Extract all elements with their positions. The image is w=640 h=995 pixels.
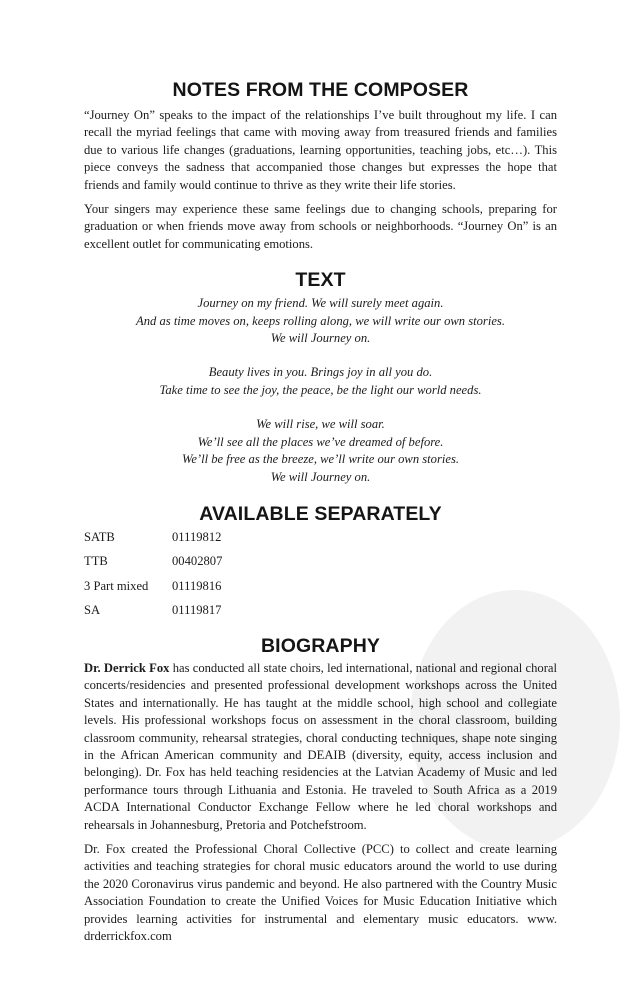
notes-paragraph-1: “Journey On” speaks to the impact of the relationships I’ve built throughout my life. I can recall the myriad feelings that came with moving away from treasured friends and families due to various life changes (graduations, learning opportunities, teaching jobs, etc…). This piece conveys the sadness that accompanied those changes but expresses the hope that friends and family would continue to thrive as they write their life stories. (84, 108, 557, 192)
biography-heading: BIOGRAPHY (261, 634, 380, 657)
voicing: SATB (84, 529, 115, 544)
lyrics-stanza-1 (84, 295, 557, 347)
lyric-line: And as time moves on, keeps rolling along, we will write our own stories. (136, 313, 505, 328)
table-row (84, 554, 222, 579)
text-heading: TEXT (295, 269, 346, 292)
lyric-line: We will rise, we will soar. (256, 417, 385, 432)
product-code: 01119817 (172, 603, 222, 618)
product-code: 01119812 (172, 529, 222, 544)
lyric-line: Beauty lives in you. Brings joy in all you do. (208, 365, 433, 380)
voicing: 3 Part mixed (84, 578, 149, 593)
voicing: SA (84, 603, 101, 618)
lyric-line: We’ll be free as the breeze, we’ll write our own stories. (181, 452, 460, 467)
table-row (84, 530, 222, 555)
lyric-line: Take time to see the joy, the peace, be the light our world needs. (159, 382, 482, 397)
notes-paragraph-2: Your singers may experience these same feelings due to changing schools, preparing for graduation or when friends move away from schools or neighborhoods. “Journey On” is an excellent outlet for communicating emotions. (84, 202, 557, 251)
product-code: 00402807 (172, 554, 223, 569)
lyrics-stanza-2 (84, 364, 557, 399)
lyric-line: We will Journey on. (270, 469, 371, 484)
notes-heading: NOTES FROM THE COMPOSER (172, 79, 469, 101)
biography-name: Dr. Derrick Fox (84, 660, 170, 675)
biography-text: has conducted all state choirs, led international, national and regional choral concerts/residencies and presented professional development workshops across the United States and internationally. He has taught at the middle school, high school and collegiate levels. His professional workshops focus on assessment in the choral classroom, building classroom community, rehearsal strategies, choral conducting techniques, shape note singing in the African American community and DEAIB (diversity, equity, access inclusion and belonging). Dr. Fox has held teaching residencies at the Latvian Academy of Music and led performance tours through Lithuania and Estonia. He traveled to South Africa as a 2019 ACDA International Conductor Exchange Fellow where he led choral workshops and rehearsals in Johannesburg, Pretoria and Potchefstroom. (84, 660, 558, 832)
lyric-line: We will Journey on. (270, 331, 371, 346)
biography-paragraph-2: Dr. Fox created the Professional Choral Collective (PCC) to collect and create learning activities and teaching strategies for choral music educators around the world to use during the 2020 Coronavirus virus pandemic and beyond. He also partnered with the Country Music Association Foundation to create the Unified Voices for Music Education Initiative which provides learning activities for instrumental and elementary music educators. www. drderrickfox.com (84, 841, 557, 943)
document-page (84, 78, 557, 945)
table-row (84, 579, 222, 604)
product-code: 01119816 (172, 578, 222, 593)
lyric-line: Journey on my friend. We will surely meet again. (197, 296, 444, 311)
available-table (84, 530, 222, 628)
table-row (84, 603, 222, 628)
available-heading: AVAILABLE SEPARATELY (199, 502, 442, 525)
voicing: TTB (84, 554, 108, 569)
lyrics-stanza-3 (84, 416, 557, 486)
lyric-line: We’ll see all the places we’ve dreamed of before. (197, 434, 444, 449)
biography-paragraph-1 (84, 660, 557, 834)
